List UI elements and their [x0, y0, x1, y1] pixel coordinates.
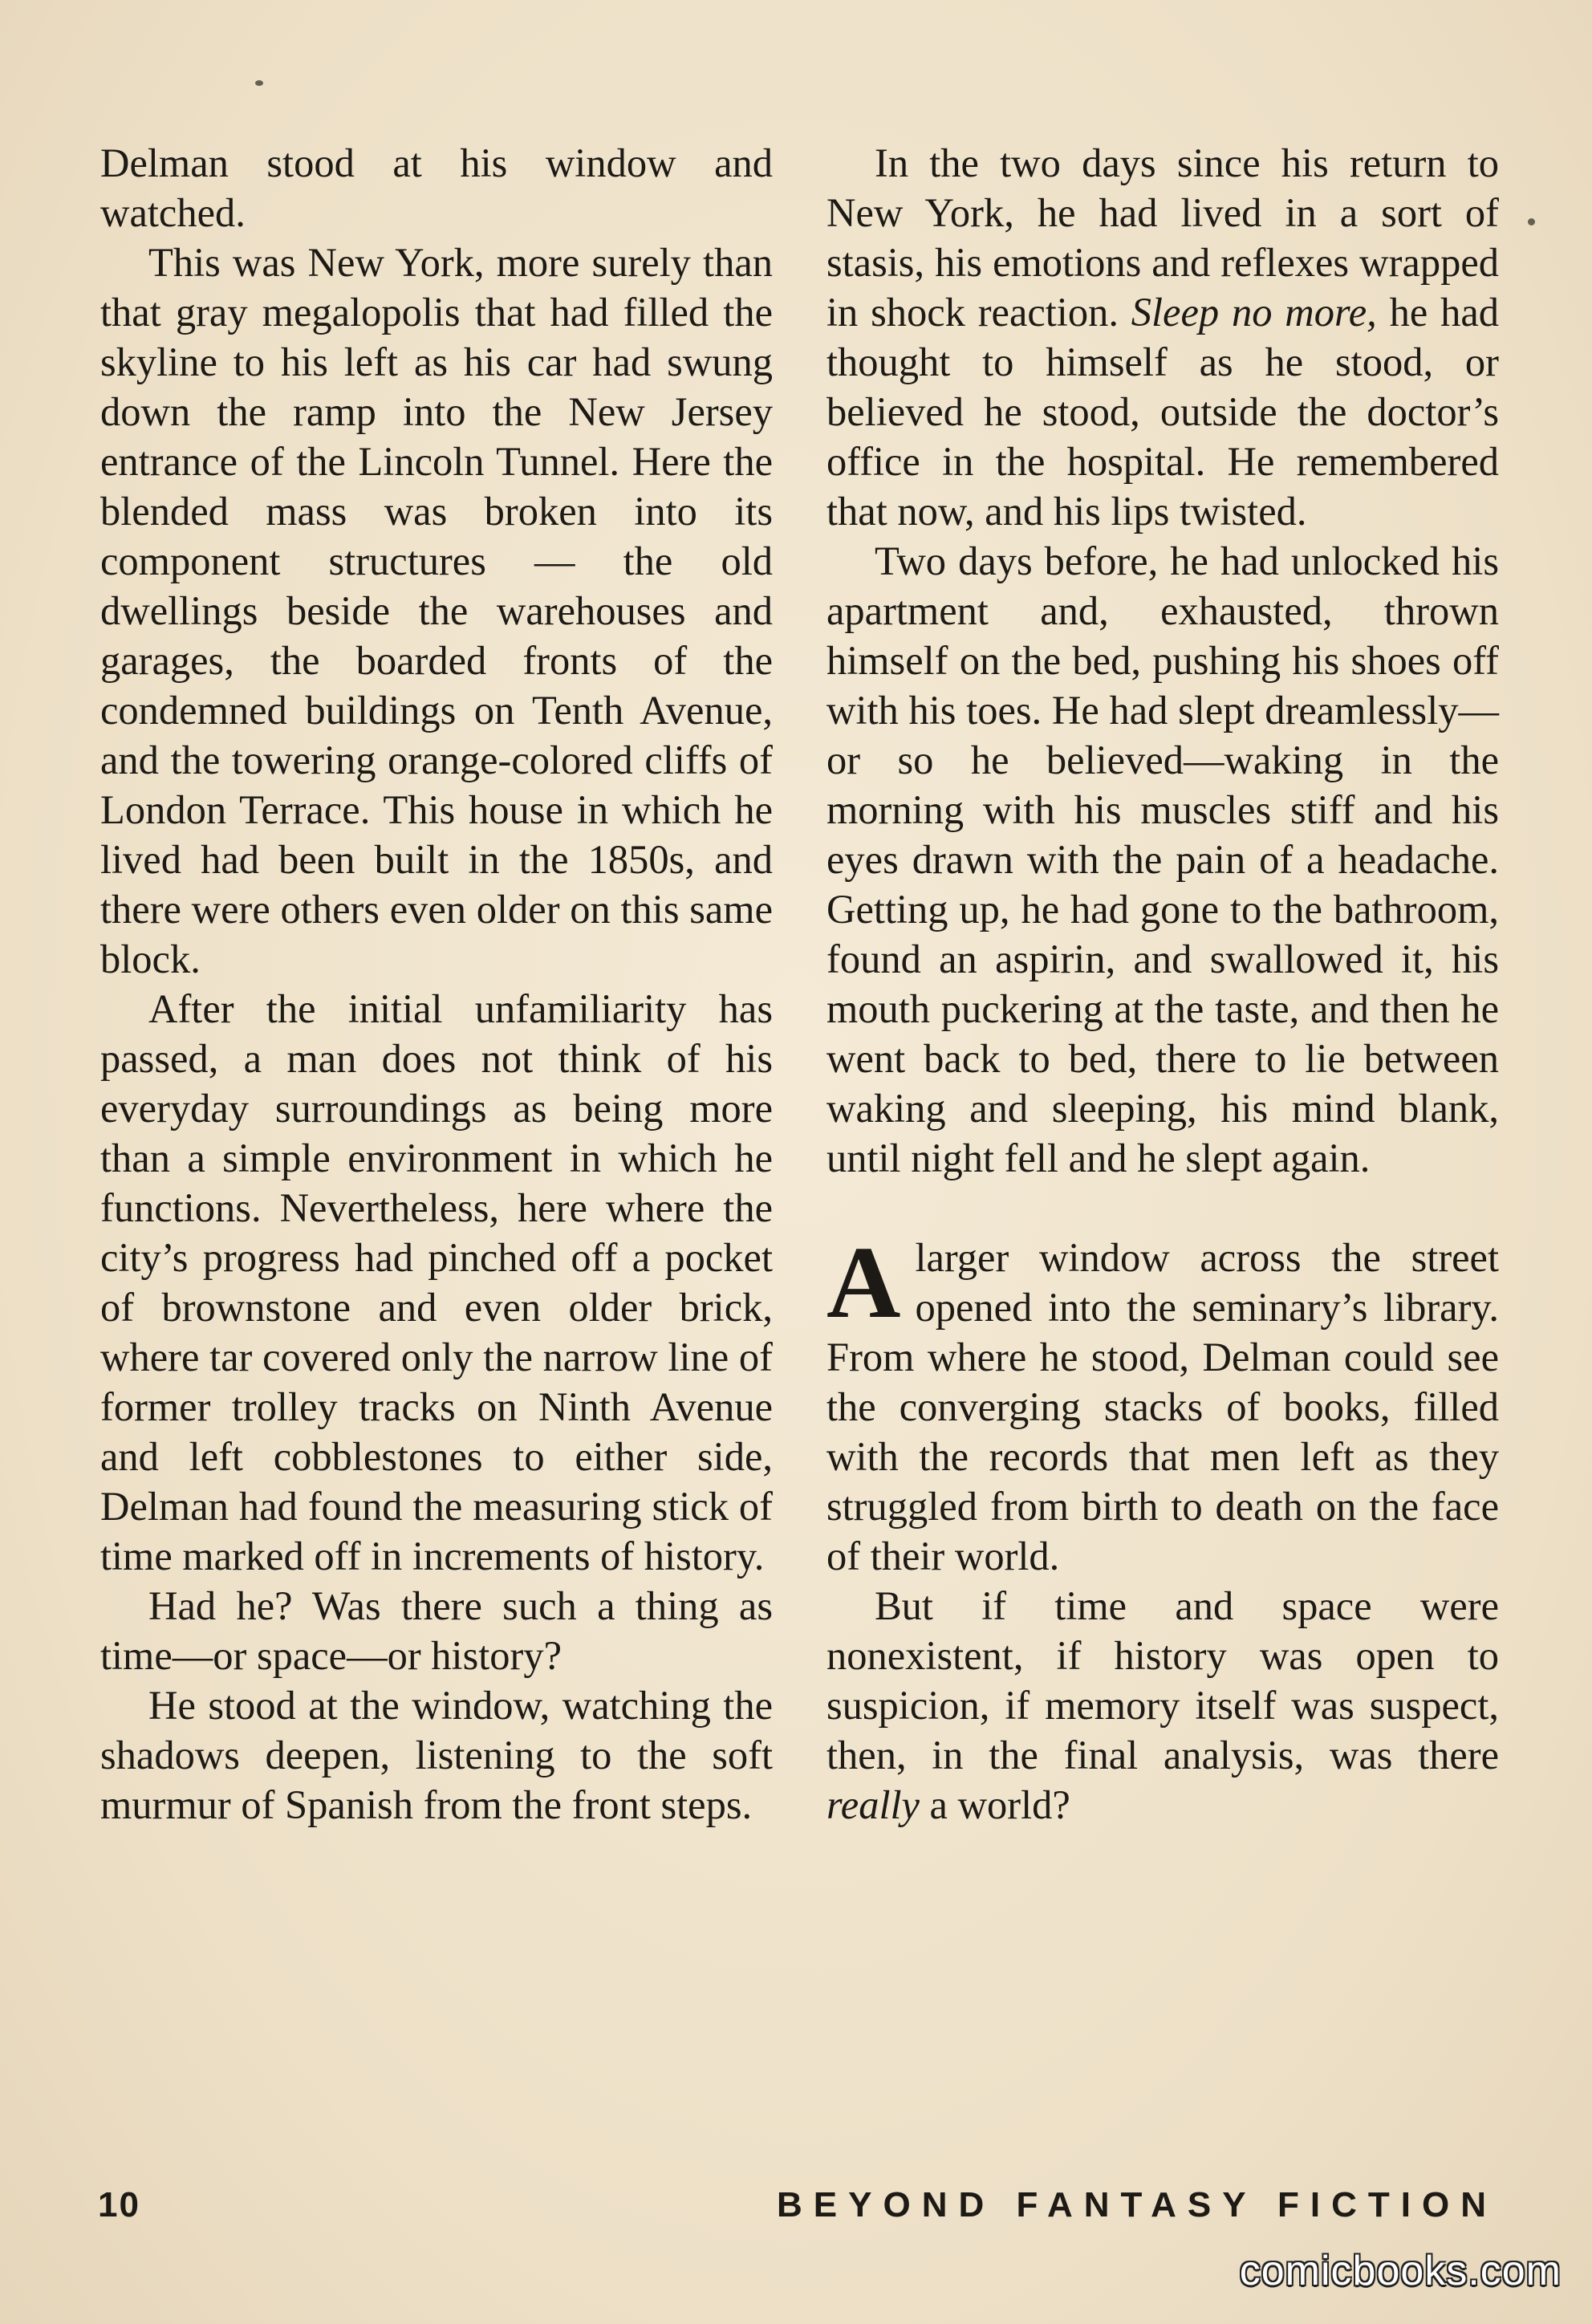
text-run: But if time and space were nonexistent, if history was open to suspicion, if memory itself was suspect, then, in the final analysis, was there — [826, 1583, 1499, 1778]
print-speck — [1528, 218, 1535, 225]
paragraph: Delman stood at his window and watched. — [100, 140, 773, 235]
paragraph — [826, 138, 1499, 536]
paragraph — [826, 1581, 1499, 1830]
text-run: he had thought to himself as he stood, or believed he stood, outside the doctor’s office in the hospital. He remembered that now, and his lips twisted. — [826, 290, 1499, 534]
page-number: 10 — [98, 2185, 140, 2224]
paragraph: Had he? Was there such a thing as time—or space—or history? — [100, 1583, 773, 1678]
text-column-left — [100, 138, 773, 1830]
drop-cap: A — [826, 1225, 901, 1339]
watermark: comicbooks.com — [1239, 2248, 1562, 2294]
italic-phrase: Sleep no more, — [1131, 290, 1377, 335]
paragraph — [826, 1225, 1499, 1581]
text-run: larger window across the street opened into the seminary’s library. From where he stood, Delman could see the converging stacks of books, filled with the records that men left as they struggled from birth to death on the face of their world. — [826, 1235, 1499, 1578]
paragraph: After the initial unfamiliarity has passed, a man does not think of his everyday surroundings as being more than a simple environment in which he functions. Nevertheless, here where the city’s progress had pinched off a pocket of brownstone and even older brick, where tar covered only the narrow line of former trolley tracks on Ninth Avenue and left cobblestones to either side, Delman had found the measuring stick of time marked off in increments of history. — [100, 986, 773, 1578]
text-column-right — [826, 138, 1499, 1830]
running-head: BEYOND FANTASY FICTION — [777, 2185, 1497, 2224]
paragraph: Two days before, he had unlocked his apartment and, exhausted, thrown himself on the bed, pushing his shoes off with his toes. He had slept dreamlessly—or so he believed—waking in the morning with his muscles stiff and his eyes drawn with the pain of a headache. Getting up, he had gone to the bathroom, found an aspirin, and swallowed it, his mouth puckering at the taste, and then he went back to bed, there to lie between waking and sleeping, his mind blank, until night fell and he slept again. — [826, 538, 1499, 1180]
italic-phrase: really — [826, 1782, 920, 1827]
paragraph: This was New York, more surely than that gray megalopolis that had filled the skyline to his left as his car had swung down the ramp into the New Jersey entrance of the Lincoln Tunnel. Here the blended mass was broken into its component structures — the old dwellings beside the warehouses and garages, the boarded fronts of the condemned buildings on Tenth Avenue, and the towering orange-colored cliffs of London Terrace. This house in which he lived had been built in the 1850s, and there were others even older on this same block. — [100, 240, 773, 981]
text-run: a world? — [919, 1782, 1070, 1827]
section-break — [826, 1183, 1499, 1233]
text-run: In the two days since his return to New York, he had lived in a sort of stasis, his emotions and reflexes wrapped in shock reaction. — [826, 140, 1499, 335]
print-speck — [255, 80, 263, 86]
paragraph: He stood at the window, watching the shadows deepen, listening to the soft murmur of Spanish from the front steps. — [100, 1683, 773, 1827]
